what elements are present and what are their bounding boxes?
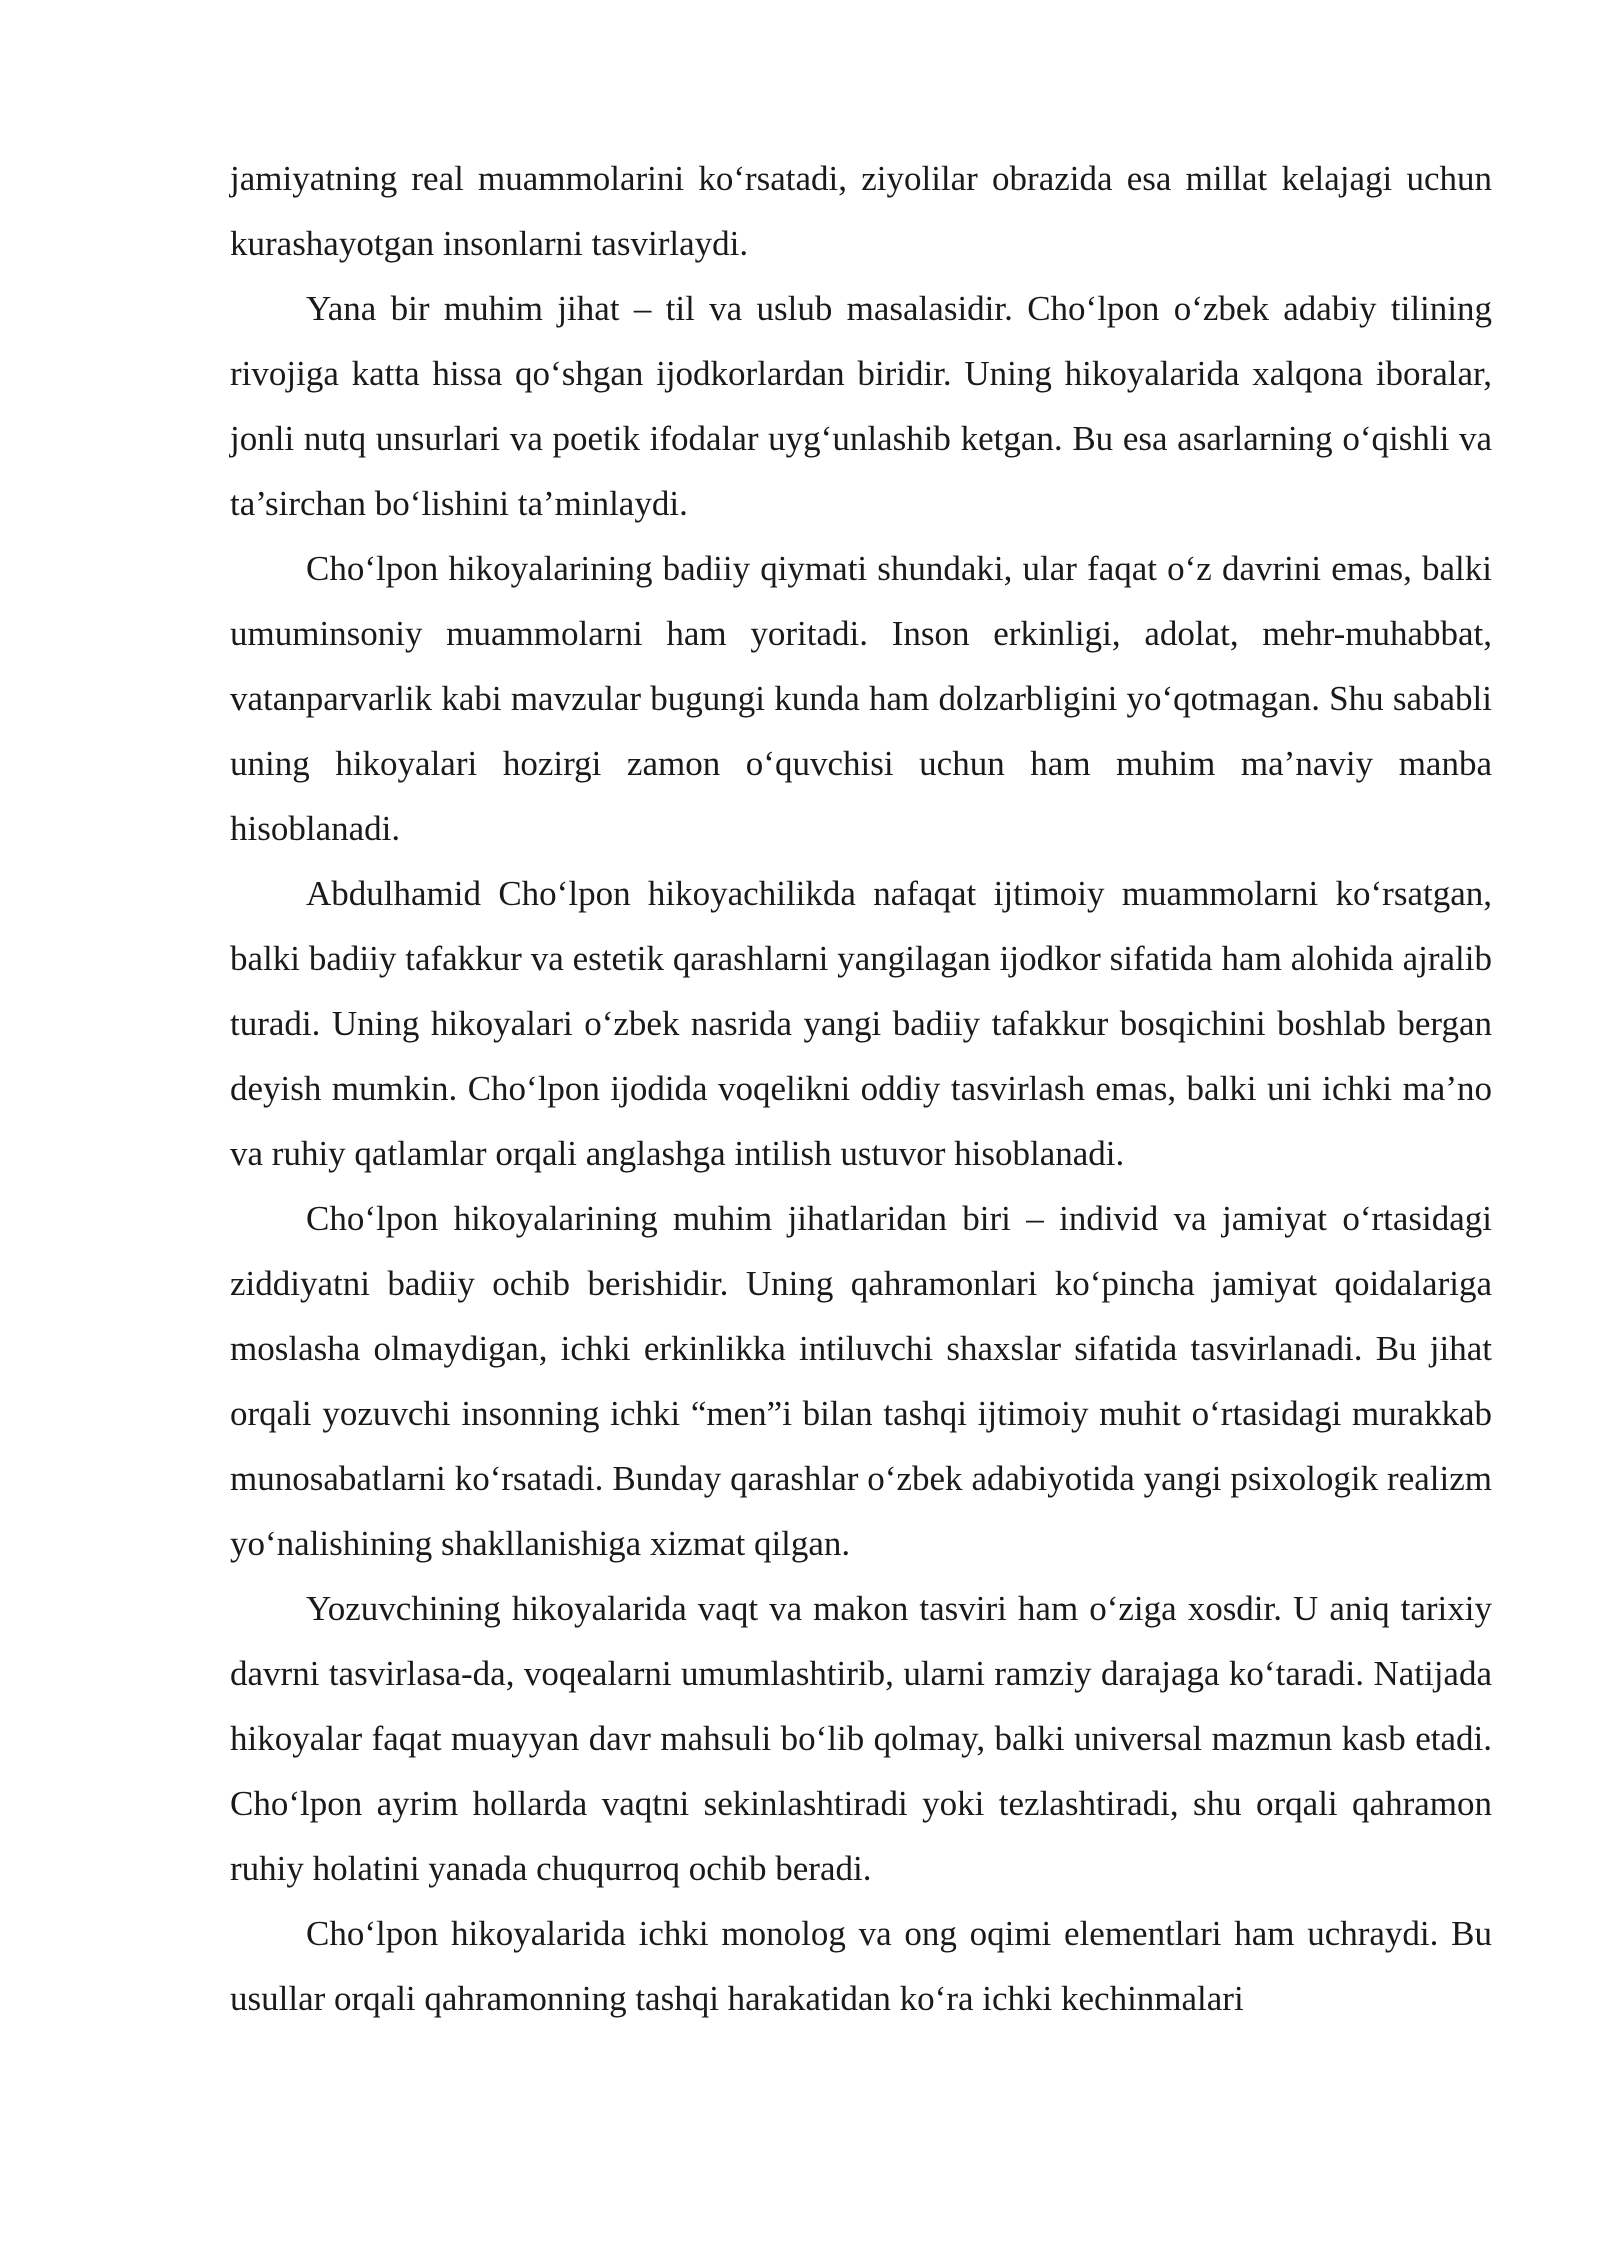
paragraph-7: Cho‘lpon hikoyalarida ichki monolog va ong oqimi elementlari ham uchraydi. Bu usullar orqali qahramonning tashqi harakatidan ko‘ra ichki kechinmalari xyxy=(230,1914,1492,2018)
paragraph-5: Cho‘lpon hikoyalarining muhim jihatlaridan biri – individ va jamiyat o‘rtasidagi ziddiyatni badiiy ochib berishidir. Uning qahramonlari ko‘pincha jamiyat qoidalariga moslasha olmaydigan, ichki erkinlikka intiluvchi shaxslar sifatida tasvirlanadi. Bu jihat orqali yozuvchi insonning ichki “men”i bilan tashqi ijtimoiy muhit o‘rtasidagi murakkab munosabatlarni ko‘rsatadi. Bunday qarashlar o‘zbek adabiyotida yangi psixologik realizm yo‘nalishining shakllanishiga xizmat qilgan. xyxy=(230,1199,1492,1563)
paragraph-3: Cho‘lpon hikoyalarining badiiy qiymati shundaki, ular faqat o‘z davrini emas, balki umuminsoniy muammolarni ham yoritadi. Inson erkinligi, adolat, mehr-muhabbat, vatanparvarlik kabi mavzular bugungi kunda ham dolzarbligini yo‘qotmagan. Shu sababli uning hikoyalari hozirgi zamon o‘quvchisi uchun ham muhim ma’naviy manba hisoblanadi. xyxy=(230,549,1492,848)
paragraph-1: jamiyatning real muammolarini ko‘rsatadi, ziyolilar obrazida esa millat kelajagi uchun kurashayotgan insonlarni tasvirlaydi. xyxy=(230,159,1492,263)
paragraph-2: Yana bir muhim jihat – til va uslub masalasidir. Cho‘lpon o‘zbek adabiy tilining rivojiga katta hissa qo‘shgan ijodkorlardan biridir. Uning hikoyalarida xalqona iboralar, jonli nutq unsurlari va poetik ifodalar uyg‘unlashib ketgan. Bu esa asarlarning o‘qishli va ta’sirchan bo‘lishini ta’minlaydi. xyxy=(230,289,1492,523)
paragraph-4: Abdulhamid Cho‘lpon hikoyachilikda nafaqat ijtimoiy muammolarni ko‘rsatgan, balki badiiy tafakkur va estetik qarashlarni yangilagan ijodkor sifatida ham alohida ajralib turadi. Uning hikoyalari o‘zbek nasrida yangi badiiy tafakkur bosqichini boshlab bergan deyish mumkin. Cho‘lpon ijodida voqelikni oddiy tasvirlash emas, balki uni ichki ma’no va ruhiy qatlamlar orqali anglashga intilish ustuvor hisoblanadi. xyxy=(230,874,1492,1173)
document-page xyxy=(230,146,1492,2031)
paragraph-6: Yozuvchining hikoyalarida vaqt va makon tasviri ham o‘ziga xosdir. U aniq tarixiy davrni tasvirlasa-da, voqealarni umumlashtirib, ularni ramziy darajaga ko‘taradi. Natijada hikoyalar faqat muayyan davr mahsuli bo‘lib qolmay, balki universal mazmun kasb etadi. Cho‘lpon ayrim hollarda vaqtni sekinlashtiradi yoki tezlashtiradi, shu orqali qahramon ruhiy holatini yanada chuqurroq ochib beradi. xyxy=(230,1589,1492,1888)
